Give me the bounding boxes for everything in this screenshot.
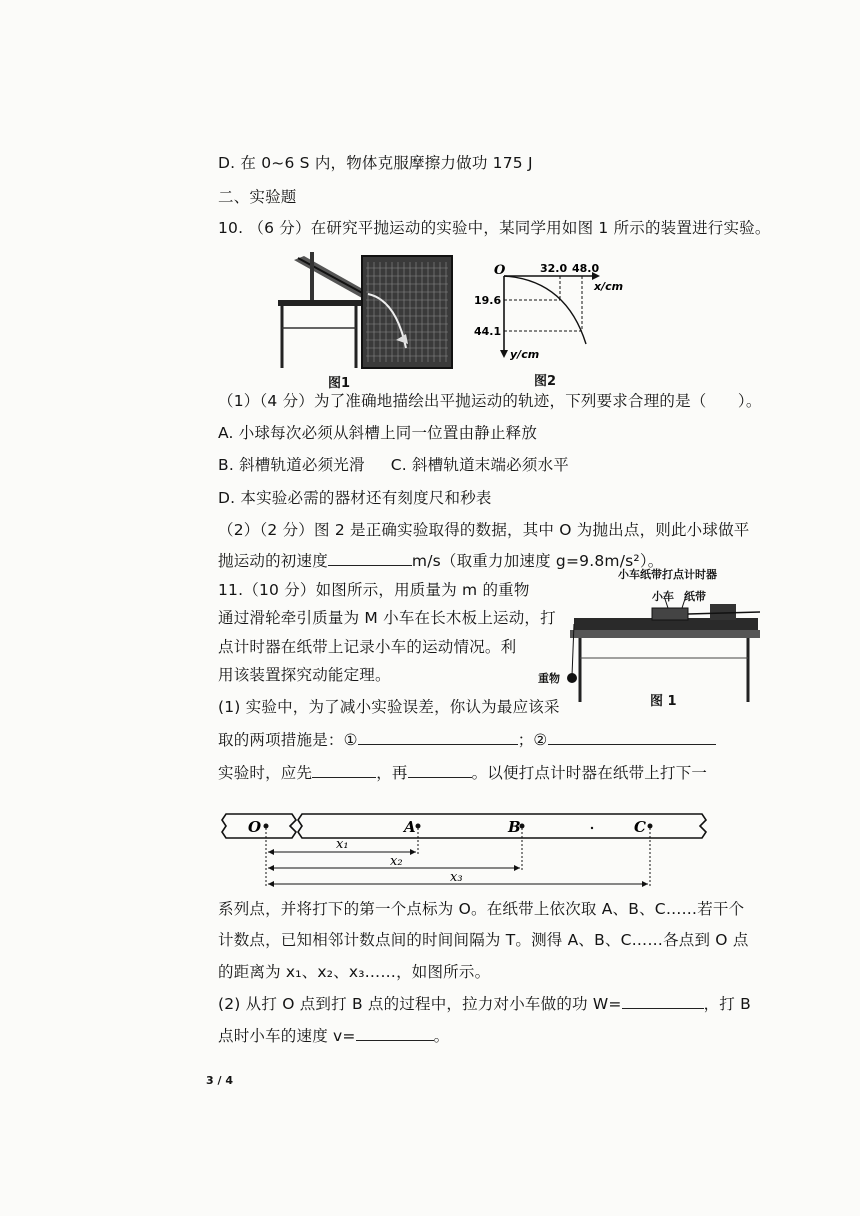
q11-part1-e: 计数点，已知相邻计数点间的时间间隔为 T。测得 A、B、C……各点到 O 点 <box>218 931 749 949</box>
cart-apparatus-drawing <box>560 566 770 706</box>
velocity-answer-blank[interactable] <box>356 1025 434 1041</box>
q11-part1-c-pre: 实验时，应先 <box>218 764 313 782</box>
paper-tape-diagram <box>218 808 710 892</box>
q10-option-c: C. 斜槽轨道末端必须水平 <box>390 456 569 474</box>
section-heading: 二、实验题 <box>218 188 297 206</box>
fig2-ytick-1: 19.6 <box>474 294 502 307</box>
page-number: 3 / 4 <box>206 1074 233 1087</box>
fig3-title: 小车纸带打点计时器 <box>618 568 717 581</box>
tape-point-c: C <box>634 818 646 836</box>
work-answer-blank[interactable] <box>622 993 704 1009</box>
q11-part1-b-mid: ；② <box>517 731 548 749</box>
q10-part2-b-pre: 抛运动的初速度 <box>218 552 328 570</box>
q10-part2-a: （2）（2 分）图 2 是正确实验取得的数据，其中 O 为抛出点，则此小球做平 <box>218 521 750 539</box>
fig3-cart-apparatus <box>538 566 770 709</box>
fig2-origin: O <box>494 263 506 278</box>
q10-part2-b-post: m/s（取重力加速度 g=9.8m/s²）。 <box>411 552 664 570</box>
q10-option-a: A. 小球每次必须从斜槽上同一位置由静止释放 <box>218 424 538 442</box>
fig2-yaxis-label: y/cm <box>510 348 540 361</box>
q11-part1-b <box>218 729 716 750</box>
measure1-answer-blank[interactable] <box>358 729 518 745</box>
q11-part1-d: 系列点，并将打下的第一个点标为 O。在纸带上依次取 A、B、C……若干个 <box>218 900 745 918</box>
fig2-caption: 图2 <box>534 374 557 389</box>
q11-stem-b: 通过滑轮牵引质量为 M 小车在长木板上运动，打 <box>218 609 556 627</box>
fig3-caption: 图 1 <box>650 694 677 709</box>
tape-point-b: B <box>508 818 521 836</box>
measure2-answer-blank[interactable] <box>548 729 716 745</box>
tape-point-o: O <box>248 818 262 836</box>
q11-part2-b-post: 。 <box>433 1027 450 1045</box>
q11-part2-a <box>218 993 751 1014</box>
fig3-label-car: 小车 <box>652 590 674 603</box>
q11-part1-f: 的距离为 x₁、x₂、x₃……，如图所示。 <box>218 963 491 981</box>
fig2-xtick-1: 32.0 <box>540 262 568 275</box>
tape-x1: x₁ <box>336 837 349 852</box>
fig1-apparatus <box>276 248 458 391</box>
q11-stem-c: 点计时器在纸带上记录小车的运动情况。利 <box>218 638 517 656</box>
first-step-blank[interactable] <box>312 762 376 778</box>
apparatus-drawing <box>276 248 458 388</box>
q11-stem-d: 用该装置探究动能定理。 <box>218 666 391 684</box>
q11-stem-a: 11.（10 分）如图所示，用质量为 m 的重物 <box>218 581 530 599</box>
v0-answer-blank[interactable] <box>328 550 412 566</box>
q9-option-d: D. 在 0~6 S 内，物体克服摩擦力做功 175 J <box>218 154 533 172</box>
tape-point-a: A <box>404 818 416 836</box>
fig3-label-tape: 纸带 <box>684 590 706 603</box>
q11-part2-b <box>218 1025 449 1046</box>
fig3-label-weight: 重物 <box>538 672 560 685</box>
q10-stem: 10. （6 分）在研究平抛运动的实验中，某同学用如图 1 所示的装置进行实验。 <box>218 219 771 237</box>
q11-part2-b-pre: 点时小车的速度 v= <box>218 1027 356 1045</box>
fig2-trajectory <box>474 254 624 388</box>
trajectory-plot <box>474 254 624 366</box>
fig2-xaxis-label: x/cm <box>594 280 624 293</box>
second-step-blank[interactable] <box>408 762 472 778</box>
q11-part2-a-post: ，打 B <box>703 995 751 1013</box>
tape-x2: x₂ <box>390 854 403 869</box>
q10-part1: （1）（4 分）为了准确地描绘出平抛运动的轨迹，下列要求合理的是（ ）。 <box>218 392 762 410</box>
q11-part1-c <box>218 762 707 783</box>
q11-part1-a: (1) 实验中，为了减小实验误差，你认为最应该采 <box>218 698 560 716</box>
fig1-caption: 图1 <box>328 376 351 391</box>
tape-x3: x₃ <box>450 870 463 885</box>
q10-option-d: D. 本实验必需的器材还有刻度尺和秒表 <box>218 489 492 507</box>
tape-drawing <box>218 808 710 892</box>
fig2-xtick-2: 48.0 <box>572 262 600 275</box>
q11-part1-c-post: 。以便打点计时器在纸带上打下一 <box>471 764 708 782</box>
q10-option-b: B. 斜槽轨道必须光滑 <box>218 456 365 474</box>
q11-part1-b-pre: 取的两项措施是：① <box>218 731 358 749</box>
fig2-ytick-2: 44.1 <box>474 325 502 338</box>
q11-part1-c-mid: ，再 <box>376 764 408 782</box>
q11-part2-a-pre: (2) 从打 O 点到打 B 点的过程中，拉力对小车做的功 W= <box>218 995 622 1013</box>
q10-options-bc <box>218 455 569 475</box>
